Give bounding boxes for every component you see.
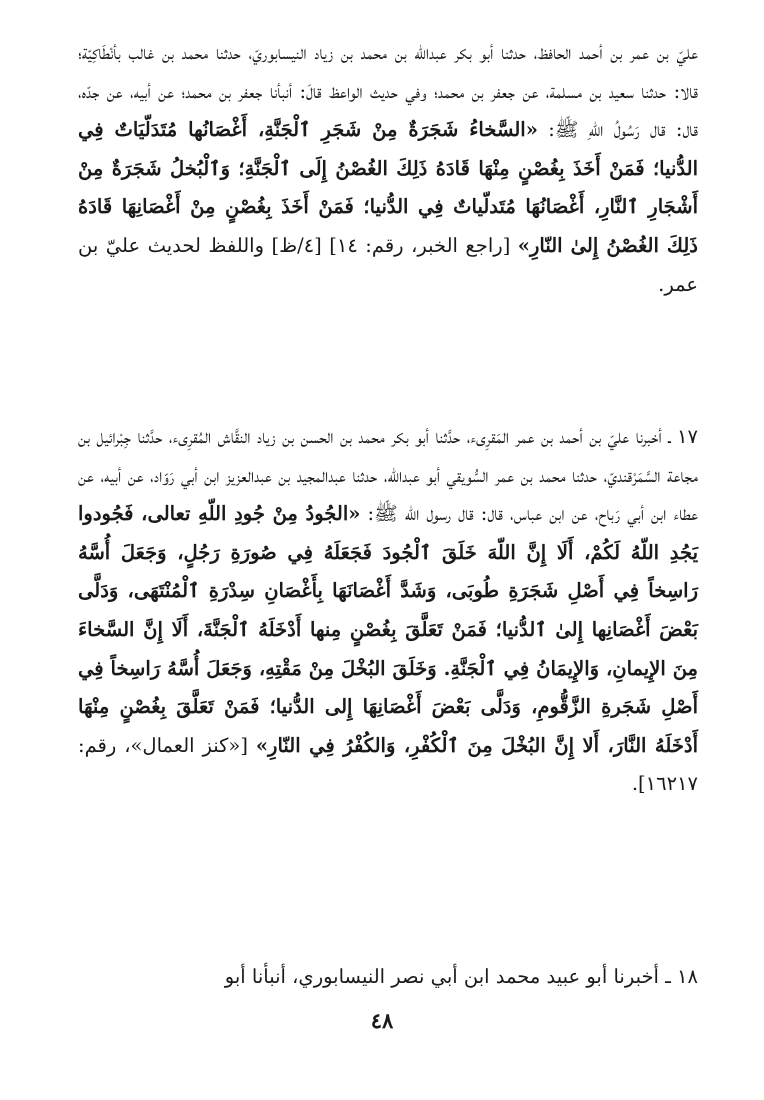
reference-text: [«كنز العمال»، رقم: ١٦٢١٧]. <box>78 733 698 796</box>
reference-text: [راجع الخبر، رقم: ١٤] [٤/ظ] واللفظ لحديث عليّ بن عمر. <box>78 233 698 296</box>
paragraph-17 <box>78 418 698 804</box>
hadith-text: «السَّخاءُ شَجَرَةٌ مِنْ شَجَرِ ٱلْجَنَّةِ، أَغْصَانُها مُتَدَلّيَاتٌ فِي الدُّنيا؛ فَمَنْ أَخَذَ بِغُصْنٍ مِنْهَا قَادَهُ ذَلِكَ الغُصْنُ إِلَى ٱلْجَنَّةِ؛ وَٱلْبُخلُ شَجَرَةٌ مِنْ أَشْجَارِ ٱلنَّارِ، أَغْصَانُهَا مُتَدلّياتٌ فِي الدُّنيا؛ فَمَنْ أَخَذَ بِغُصْنٍ مِنْ أَغْصَانِهَا قَادَهُ ذَلِكَ الغُصْنُ إِلىٰ النّارِ» <box>78 118 698 257</box>
isnad-text: عليّ بن عمر بن أحمد الحافظ، حدثنا أبو بكر عبدالله بن محمد بن زياد النيسابوريّ، حدثنا محمد بن غالب بأنْطَاكِيّة؛ قالا: حدثنا سعيد بن مسلمة، عن جعفر بن محمد؛ وفي حديث الواعظ قالَ: أنبأنا جعفر بن محمد؛ عن أبيه، عن جدّه، قال: قال رَسُولُ اللّهِ ﷺ: <box>78 41 698 142</box>
hadith-text: «الجُودُ مِنْ جُودِ اللّهِ تعالى، فَجُودوا يَجُدِ اللّهُ لَكُمْ، أَلَا إِنَّ اللّهَ خَلَقَ ٱلْجُودَ فَجَعَلَهُ فِي صُورَةِ رَجُلٍ، وَجَعَلَ أُسَّهُ رَاسِخاً فِي أَصْلِ شَجَرَةِ طُوبَى، وَشَدَّ أَغْصَانَهَا بِأَغْصَانِ سِدْرَةِ ٱلْمُنْتَهَى، وَدَلَّى بَعْضَ أَغْصَانِها إِلىٰ ٱلدُّنيا؛ فَمَنْ تَعَلَّقَ بِغُصْنٍ مِنها أَدْخَلَهُ ٱلْجَنَّةَ، أَلَا إِنَّ السَّخاءَ مِنَ الإِيمانِ، وَالإِيمَانُ فِي ٱلْجَنَّةِ. وَخَلَقَ البُخْلَ مِنْ مَقْتِهِ، وَجَعَلَ أُسَّهُ رَاسِخاً فِي أَصْلِ شَجَرةِ الزَّقُّومِ، وَدَلَّى بَعْضَ أَغْصَانِهَا إِلى الدُّنيا؛ فَمَنْ تَعَلَّقَ بِغُصْنٍ مِنْهَا أَدْخَلَهُ النَّارَ، أَلا إِنَّ البُخْلَ مِنَ ٱلْكُفْرِ، وَالكُفْرُ فِي النّارِ» <box>78 502 698 757</box>
paragraph-continuation <box>78 34 698 304</box>
isnad-text: ١٨ ـ أخبرنا أبو عبيد محمد ابن أبي نصر النيسابوري، أنبأنا أبو <box>224 965 698 988</box>
isnad-text: ١٧ ـ أخبرنا عليّ بن أحمد بن عمر المَقرِىء، حدَّثنا أبو بكر محمد بن الحسن بن زياد النقَّاش المُقرِىء، حدَّثنا جِبْرائيل بن مجاعة السَّمَرْقنديّ، حدثنا محمد بن عمر السُّويقي أبو عبدالله، حدثنا عبدالمجيد بن عبدالعزيز ابن أبي رَوّاد، عن أبيه، عن عطاء ابن أبي رَباح، عن ابن عباس، قال: قال رسول الله ﷺ: <box>78 425 698 526</box>
paragraph-18 <box>78 958 698 997</box>
page-number: ٤٨ <box>370 1008 394 1033</box>
